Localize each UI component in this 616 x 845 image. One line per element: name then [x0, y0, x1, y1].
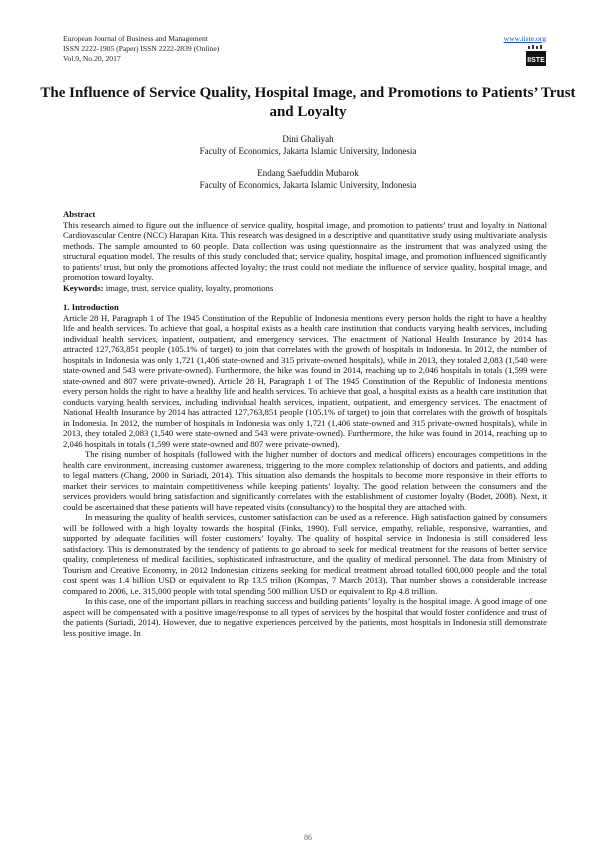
journal-name: European Journal of Business and Management [63, 34, 208, 43]
keywords-label: Keywords: [63, 282, 104, 293]
author-name: Dini Ghaliyah [282, 134, 334, 144]
page-number: 86 [304, 833, 312, 842]
author-affiliation: Faculty of Economics, Jakarta Islamic University, Indonesia [199, 145, 417, 156]
intro-paragraph: The rising number of hospitals (followed with the higher number of doctors and medical officers) encourages competitions in the health care environment, increasing customer awareness, triggering to the more complex relationship of doctors and patients, and adding to legal matters (Chang, 2000 in Suriadi, 2014). This situation also demands the hospitals to become more responsive in their efforts to market their services to maintain competitiveness while keeping patients’ loyalty. The good relation between the consumers and the services providers would bring satisfaction and significantly correlates with the establishment of customer loyalty (Bodet, 2008). Next, it could be ascertained that these patients will have repeated visits (consultancy) to the hospital they are attached with. [63, 449, 547, 512]
author-affiliation: Faculty of Economics, Jakarta Islamic University, Indonesia [199, 179, 417, 190]
logo-text: IISTE [527, 57, 545, 64]
iiste-logo-icon [526, 45, 546, 67]
journal-header [63, 34, 219, 64]
author-block [40, 134, 576, 157]
keywords-text: image, trust, service quality, loyalty, promotions [105, 282, 274, 293]
journal-volume: Vol.9, No.20, 2017 [63, 54, 121, 63]
keywords-line [63, 283, 547, 294]
section-heading-introduction: 1. Introduction [63, 302, 119, 312]
journal-issn: ISSN 2222-1905 (Paper) ISSN 2222-2839 (Online) [63, 44, 220, 53]
abstract-heading: Abstract [63, 209, 96, 219]
intro-paragraph: In measuring the quality of health services, customer satisfaction can be used as a reference. High satisfaction gained by consumers will be followed with a high loyalty towards the hospital (Finks, 1990). Full service, empathy, reliable, responsive, warranties, and supported by adequate facilities will foster customers’ loyalty. The quality of hospital service in Indonesia is still considered less satisfactory. This is demonstrated by the tendency of patients to go abroad to seek for medical treatment for the reasons of better service quality, completeness of medical facilities, sophisticated infrastructure, and the quality of medical personnel. The data from Ministry of Tourism and Creative Economy, in 2012 Indonesian citizens seeking for medical treatment abroad totalled 600,000 people and the total cost spent was 1.4 billion USD or equivalent to Rp 13.5 trilion (Kompas, 7 March 2013). That number shows a considerable increase compared to 2006, i.e. 315,000 people with total spending 500 million USD or equivalent to Rp 4.8 trillion. [63, 512, 547, 596]
author-block [40, 168, 576, 191]
paper-title: The Influence of Service Quality, Hospital Image, and Promotions to Patients’ Trust and Loyalty [40, 85, 576, 120]
paper-body [63, 209, 547, 638]
author-name: Endang Saefuddin Mubarok [257, 168, 359, 178]
intro-paragraph: Article 28 H, Paragraph 1 of The 1945 Constitution of the Republic of Indonesia mentions every person holds the right to have a healthy life and health services. To achieve that goal, a hospital exists as a health care institution that conducts varying health services, including individual health services, inpatient, outpatient, and emergency services. The enactment of National Health Insurance by 2014 has attracted 127,763,851 people (105.1% of target) to join that correlates with the growth of hospitals in Indonesia. In 2012, the number of hospitals in Indonesia was only 1,721 (1,406 state-owned and 315 private-owned hospitals), while in 2013, they totaled 2,083 (1,540 were state-owned and 543 were private-owned). Furthermore, the hike was found in 2014, reaching up to 2,046 hospitals in totals (1,599 were state-owned and 807 were private-owned). Article 28 H, Paragraph 1 of The 1945 Constitution of the Republic of Indonesia mentions every person holds the right to have a healthy life and health services. To achieve that goal, a hospital exists as a health care institution that conducts varying health services, including individual health services, inpatient, outpatient, and emergency services. The enactment of National Health Insurance by 2014 has attracted 127,763,851 people (105.1% of target) to join that correlates with the growth of hospitals in Indonesia. In 2012, the number of hospitals in Indonesia was only 1,721 (1,406 state-owned and 315 private-owned hospitals), while in 2013, they totaled 2,083 (1,540 were state-owned and 543 were private-owned). Furthermore, the hike was found in 2014, reaching up to 2,046 hospitals in totals (1,599 were state-owned and 807 were private-owned). [63, 312, 547, 449]
journal-url-link[interactable]: www.iiste.org [503, 34, 546, 43]
intro-paragraph: In this case, one of the important pillars in reaching success and building patients’ loyalty is the hospital image. A good image of one aspect will be compensated with a positive image/response to all types of services by the hospital that would foster confidence and trust of the patients (Suriadi, 2014). However, due to negative experiences perceived by the patients, most hospitals in Indonesia still demonstrate less positive image. In [63, 596, 547, 638]
abstract-text: This research aimed to figure out the influence of service quality, hospital image, and promotion to patients’ trust and loyalty in National Cardiovascular Centre (NCC) Harapan Kita. This research was designed in a descriptive and quantitative study using multivariate analysis methods. The sample amounted to 60 people. Data collection was using questionnaire as the instrument that was analyzed using the structural equation model. The results of this study concluded that; service quality, hospital image, and promotion influenced significantly to patients’ trust, but only the promotions affected loyalty; the trust could not mediate the influence of service quality, hospital image, and promotion toward loyalty. [63, 219, 547, 282]
